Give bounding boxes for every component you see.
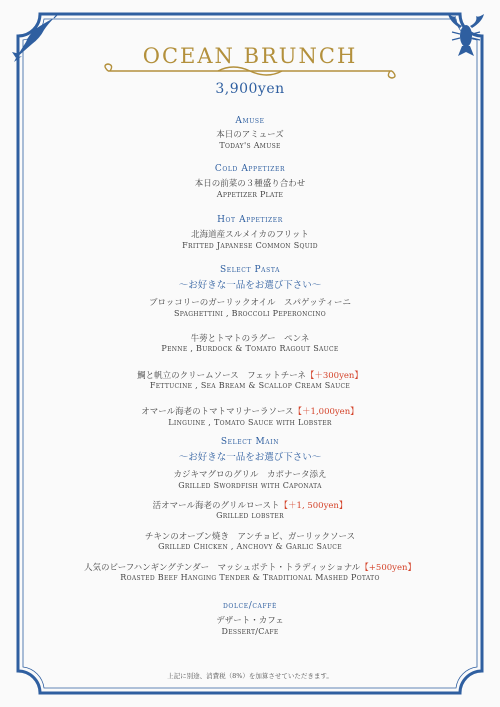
pasta-item-en: Fettucine , Sea Bream & Scallop Cream Sauce	[149, 381, 351, 390]
amuse-ja: 本日のアミューズ	[216, 130, 284, 140]
main-item-en: Grilled Chicken , Anchovy & Garlic Sauce	[158, 542, 342, 551]
menu-title: OCEAN BRUNCH	[142, 44, 358, 68]
pasta-item-en: Spaghettini , Broccoli Peperoncino	[174, 309, 326, 318]
main-item-ja: チキンのオーブン焼き アンチョビ、ガーリックソース	[144, 532, 356, 542]
dolce-ja: デザート・カフェ	[216, 616, 284, 626]
dolce-en: Dessert/Cafe	[221, 627, 279, 636]
pasta-item-ja-text: オマール海老のトマトマリナーラソース	[141, 407, 294, 417]
pasta-title: Select Pasta	[219, 265, 281, 275]
pasta-subtitle: 〜お好きな一品をお選び下さい〜	[178, 280, 322, 291]
cold-appetizer-ja: 本日の前菜の３種盛り合わせ	[194, 179, 306, 189]
main-item-ja-text: 活オマール海老のグリルロースト	[152, 501, 280, 511]
main-title: Select Main	[220, 437, 280, 447]
pasta-item-ja-text: 鯛と帆立のクリームソース フェットチーネ	[137, 371, 306, 381]
pasta-item-en: Penne , Burdock & Tomato Ragout Sauce	[161, 344, 339, 353]
surcharge-label: 【＋300yen】	[305, 371, 363, 381]
pasta-item-ja: 牛蒡とトマトのラグー ペンネ	[190, 334, 310, 344]
cold-appetizer-en: Appetizer Plate	[216, 190, 284, 199]
main-item-en: Grilled lobster	[216, 511, 284, 520]
main-item-ja	[0, 499, 500, 511]
surcharge-label: 【＋1, 500yen】	[279, 501, 348, 511]
main-item-ja	[0, 561, 500, 573]
pasta-item-ja	[0, 369, 500, 381]
amuse-title: Amuse	[235, 116, 265, 126]
surcharge-label: 【+500yen】	[360, 563, 416, 573]
tax-note: 上記に別途、消費税（8%）を加算させていただきます。	[167, 672, 333, 680]
surcharge-label: 【＋1,000yen】	[293, 407, 359, 417]
pasta-item-ja: ブロッコリーのガーリックオイル スパゲッティーニ	[148, 298, 352, 308]
cold-appetizer-title: Cold Appetizer	[214, 164, 286, 174]
pasta-item-en: Linguine , Tomato Sauce with Lobster	[168, 418, 332, 427]
amuse-en: Today's Amuse	[219, 141, 281, 150]
main-item-ja-text: 人気のビーフハンギングテンダー マッシュポテト・トラディッショナル	[84, 563, 361, 573]
hot-appetizer-ja: 北海道産スルメイカのフリット	[191, 230, 309, 240]
main-subtitle: 〜お好きな一品をお選び下さい〜	[178, 452, 322, 463]
main-item-en: Roasted Beef Hanging Tender & Traditional Mashed Potato	[120, 573, 380, 582]
main-item-ja: カジキマグロのグリル カポナータ添え	[173, 470, 327, 480]
dolce-title: dolce/caffè	[223, 601, 277, 611]
pasta-item-ja	[0, 405, 500, 417]
hot-appetizer-title: Hot Appetizer	[217, 215, 283, 225]
menu-price: 3,900yen	[215, 81, 285, 97]
main-item-en: Grilled Swordfish with Caponata	[178, 481, 322, 490]
hot-appetizer-en: Fritted Japanese Common Squid	[182, 241, 318, 250]
